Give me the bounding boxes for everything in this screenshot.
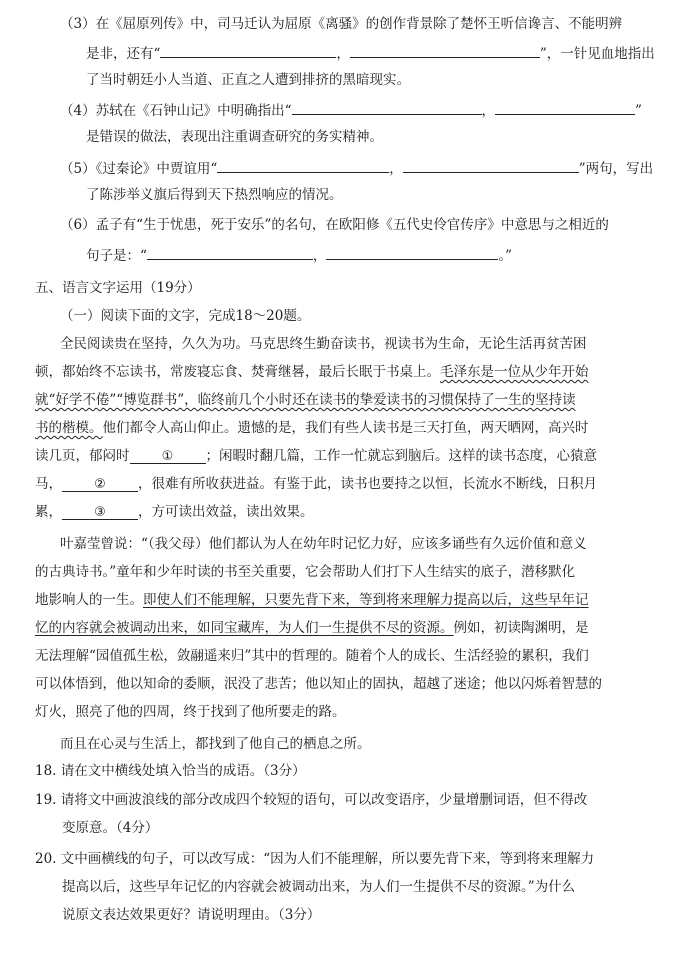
fill-blank (147, 245, 313, 260)
q5-line2: 了陈涉举义旗后得到天下热烈响应的情况。 (86, 187, 343, 203)
passage-line: 地影响人的一生。即使人们不能理解，只要先背下来，等到将来理解力提高以后，这些早年记 (35, 592, 589, 608)
passage-line: 而且在心灵与生活上，都找到了他自己的栖息之所。 (60, 736, 371, 752)
fill-blank (403, 158, 579, 173)
passage-line: 忆的内容就会被调动出来，如同宝藏库，为人们一生提供不尽的资源。例如，初读陶渊明，是 (35, 620, 589, 636)
passage-line: 叶嘉莹曾说：“（我父母）他们都认为人在幼年时记忆力好，应该多诵些有久远价值和意义 (60, 536, 587, 552)
underlined-sentence: 即使人们不能理解，只要先背下来，等到将来理解力提高以后，这些早年记 (143, 592, 589, 608)
fill-blank (350, 43, 540, 58)
question-20-line1: 20. 文中画横线的句子，可以改写成：“因为人们不能理解，所以要先背下来，等到将来理解力 (35, 851, 595, 867)
q3-line2: 是非，还有“ ， ”，一针见血地指出 (86, 43, 655, 61)
underlined-sentence: 忆的内容就会被调动出来，如同宝藏库，为人们一生提供不尽的资源。 (35, 620, 454, 636)
question-19-line2: 变原意。（4分） (62, 820, 159, 836)
section-heading: 五、语言文字运用（19分） (35, 280, 201, 296)
question-18: 18. 请在文中横线处填入恰当的成语。（3分） (35, 763, 306, 779)
question-20-line3: 说原文表达效果更好？请说明理由。（3分） (62, 907, 321, 923)
passage-line: 书的楷模。他们都令人高山仰止。遗憾的是，我们有些人读书是三天打鱼，两天晒网，高兴时 (35, 420, 589, 436)
q6-line2: 句子是：“ ， 。” (86, 245, 512, 263)
fill-blank (326, 245, 498, 260)
fill-blank (160, 43, 336, 58)
passage-line: 灯火，照亮了他的四周，终于找到了他所要走的路。 (35, 704, 346, 720)
fill-blank (495, 100, 635, 115)
passage-line (35, 391, 576, 409)
passage-line: 马， ② ，很难有所收获进益。有鉴于此，读书也要持之以恒，长流水不断线，日积月 (35, 476, 597, 492)
passage-line: 累， ③ ，方可读出效益，读出效果。 (35, 504, 314, 520)
wavy-underlined-text: 毛泽东是一位从少年开始 (440, 364, 589, 380)
q4-line2: 是错误的做法，表现出注重调查研究的务实精神。 (86, 129, 383, 145)
blank-1: ① (130, 448, 206, 464)
part-instruction: （一）阅读下面的文字，完成18～20题。 (60, 308, 311, 324)
passage-line: 的古典诗书。”童年和少年时读的书至关重要，它会帮助人们打下人生结实的底子，潜移默化 (35, 564, 576, 580)
blank-2: ② (62, 476, 138, 492)
passage-line: 读几页，郁闷时 ① ；闲暇时翻几篇，工作一忙就忘到脑后。这样的读书态度，心猿意 (35, 448, 597, 464)
wavy-underlined-text: 书的楷模。 (35, 420, 103, 436)
q3-line3: 了当时朝廷小人当道、正直之人遭到排挤的黑暗现实。 (86, 72, 410, 88)
blank-3: ③ (62, 504, 138, 520)
fill-blank (217, 158, 389, 173)
q3-line1: （3）在《屈原列传》中，司马迁认为屈原《离骚》的创作背景除了楚怀王听信谗言、不能明辨 (60, 16, 623, 32)
passage-line: 可以体悟到，他以知命的委顺，泯没了悲苦；他以知止的固执，超越了迷途；他以闪烁着智慧的 (35, 676, 602, 692)
passage-line: 全民阅读贵在坚持，久久为功。马克思终生勤奋读书，视读书为生命，无论生活再贫苦困 (60, 336, 587, 352)
wavy-underlined-text: 就“好学不倦”“博览群书”，临终前几个小时还在读书的挚爱读书的习惯保持了一生的坚持读 (35, 392, 576, 408)
fill-blank (292, 100, 482, 115)
q6-line1: （6）孟子有“生于忧患，死于安乐”的名句，在欧阳修《五代史伶官传序》中意思与之相近的 (60, 217, 609, 233)
passage-line: 无法理解“园值孤生松，敛翮遥来归”其中的哲理的。随着个人的成长、生活经验的累积，我们 (35, 648, 589, 664)
question-20-line2: 提高以后，这些早年记忆的内容就会被调动出来，为人们一生提供不尽的资源。”为什么 (62, 879, 576, 895)
q4-line1: （4）苏轼在《石钟山记》中明确指出“ ， ” (60, 100, 642, 118)
question-19-line1: 19. 请将文中画波浪线的部分改成四个较短的语句，可以改变语序，少量增删词语，但不得改 (35, 792, 588, 808)
passage-line: 顿，都始终不忘读书，常废寝忘食、焚膏继晷，最后长眠于书桌上。毛泽东是一位从少年开始 (35, 364, 589, 380)
q5-line1: （5）《过秦论》中贾谊用“ ， ”两句，写出 (60, 158, 653, 176)
